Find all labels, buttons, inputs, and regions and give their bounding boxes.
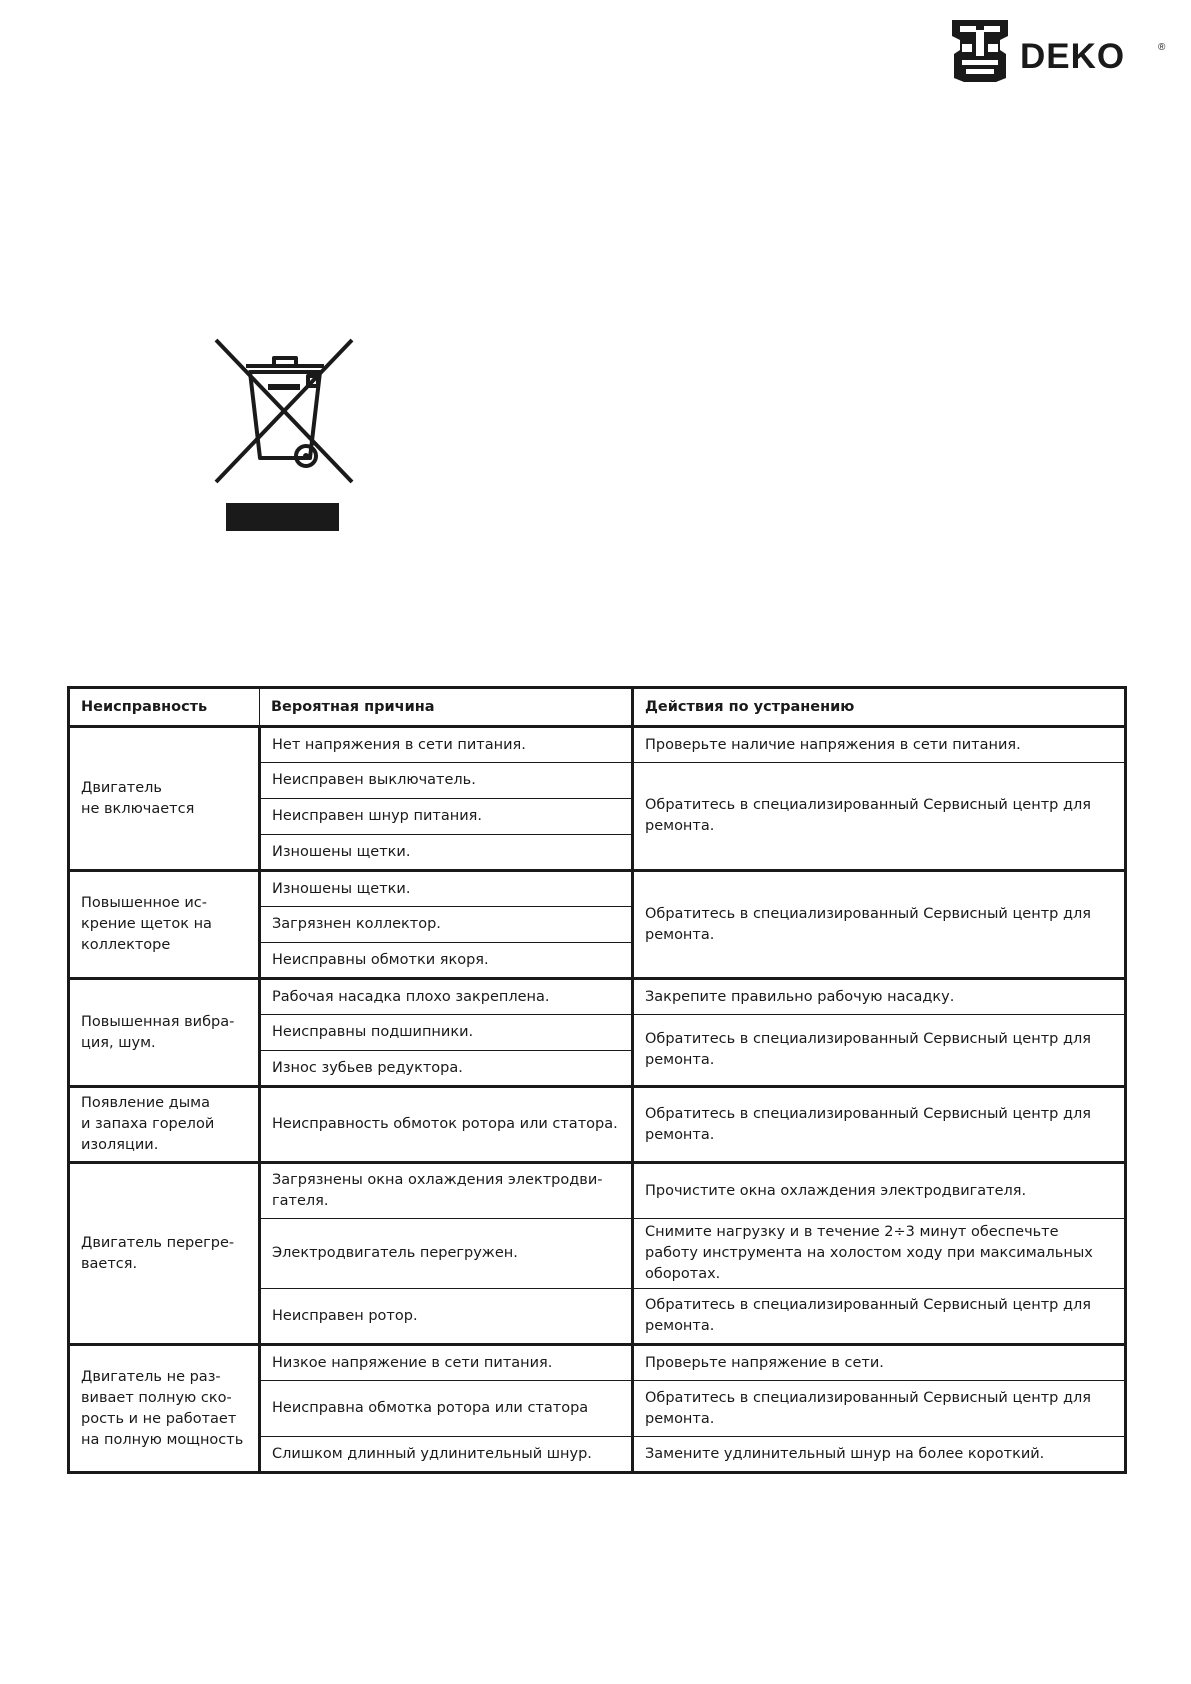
action-cell: Снимите нагрузку и в течение 2÷3 минут обеспечьте работу инструмента на холостом ходу при максимальных оборотах. — [633, 1219, 1126, 1289]
fault-cell: Повышенное ис- крение щеток на коллекторе — [69, 871, 260, 979]
header-fault: Неисправность — [69, 688, 260, 727]
header-cause: Вероятная причина — [260, 688, 633, 727]
action-cell: Прочистите окна охлаждения электродвигателя. — [633, 1163, 1126, 1219]
action-cell: Обратитесь в специализированный Сервисный центр для ремонта. — [633, 871, 1126, 979]
cause-cell: Слишком длинный удлинительный шнур. — [260, 1437, 633, 1473]
table-row — [69, 727, 1126, 763]
table-row — [69, 1163, 1126, 1219]
cause-cell: Нет напряжения в сети питания. — [260, 727, 633, 763]
cause-cell: Загрязнен коллектор. — [260, 907, 633, 943]
cause-cell: Загрязнены окна охлаждения электродви- гателя. — [260, 1163, 633, 1219]
cause-cell: Неисправна обмотка ротора или статора — [260, 1381, 633, 1437]
weee-black-bar — [226, 503, 339, 531]
cause-cell: Изношены щетки. — [260, 871, 633, 907]
table-row — [69, 1087, 1126, 1163]
cause-cell: Неисправен шнур питания. — [260, 799, 633, 835]
cause-cell: Неисправны обмотки якоря. — [260, 943, 633, 979]
action-cell: Проверьте наличие напряжения в сети питания. — [633, 727, 1126, 763]
fault-cell: Двигатель перегре- вается. — [69, 1163, 260, 1345]
cause-cell: Неисправен выключатель. — [260, 763, 633, 799]
brand-name: DEKO — [1020, 37, 1126, 76]
action-cell: Проверьте напряжение в сети. — [633, 1345, 1126, 1381]
table-row — [69, 1345, 1126, 1381]
cause-cell: Неисправен ротор. — [260, 1289, 633, 1345]
cause-cell: Неисправны подшипники. — [260, 1015, 633, 1051]
cause-cell: Рабочая насадка плохо закреплена. — [260, 979, 633, 1015]
cause-cell: Изношены щетки. — [260, 835, 633, 871]
action-cell: Обратитесь в специализированный Сервисный центр для ремонта. — [633, 763, 1126, 871]
fault-cell: Повышенная вибра- ция, шум. — [69, 979, 260, 1087]
troubleshooting-table — [67, 686, 1127, 1474]
fault-cell: Двигатель не включается — [69, 727, 260, 871]
table-row — [69, 871, 1126, 907]
cause-cell: Низкое напряжение в сети питания. — [260, 1345, 633, 1381]
cause-cell: Износ зубьев редуктора. — [260, 1051, 633, 1087]
header-action: Действия по устранению — [633, 688, 1126, 727]
action-cell: Обратитесь в специализированный Сервисный центр для ремонта. — [633, 1015, 1126, 1087]
registered-mark: ® — [1158, 42, 1166, 53]
action-cell: Обратитесь в специализированный Сервисный центр для ремонта. — [633, 1289, 1126, 1345]
action-cell: Закрепите правильно рабочую насадку. — [633, 979, 1126, 1015]
table-header-row — [69, 688, 1126, 727]
table-row — [69, 979, 1126, 1015]
action-cell: Обратитесь в специализированный Сервисный центр для ремонта. — [633, 1381, 1126, 1437]
fault-cell: Появление дыма и запаха горелой изоляции. — [69, 1087, 260, 1163]
cause-cell: Неисправность обмоток ротора или статора. — [260, 1087, 633, 1163]
action-cell: Обратитесь в специализированный Сервисный центр для ремонта. — [633, 1087, 1126, 1163]
fault-cell: Двигатель не раз- вивает полную ско- рость и не работает на полную мощность — [69, 1345, 260, 1473]
action-cell: Замените удлинительный шнур на более короткий. — [633, 1437, 1126, 1473]
cause-cell: Электродвигатель перегружен. — [260, 1219, 633, 1289]
weee-crossed-bin-icon — [212, 336, 356, 486]
